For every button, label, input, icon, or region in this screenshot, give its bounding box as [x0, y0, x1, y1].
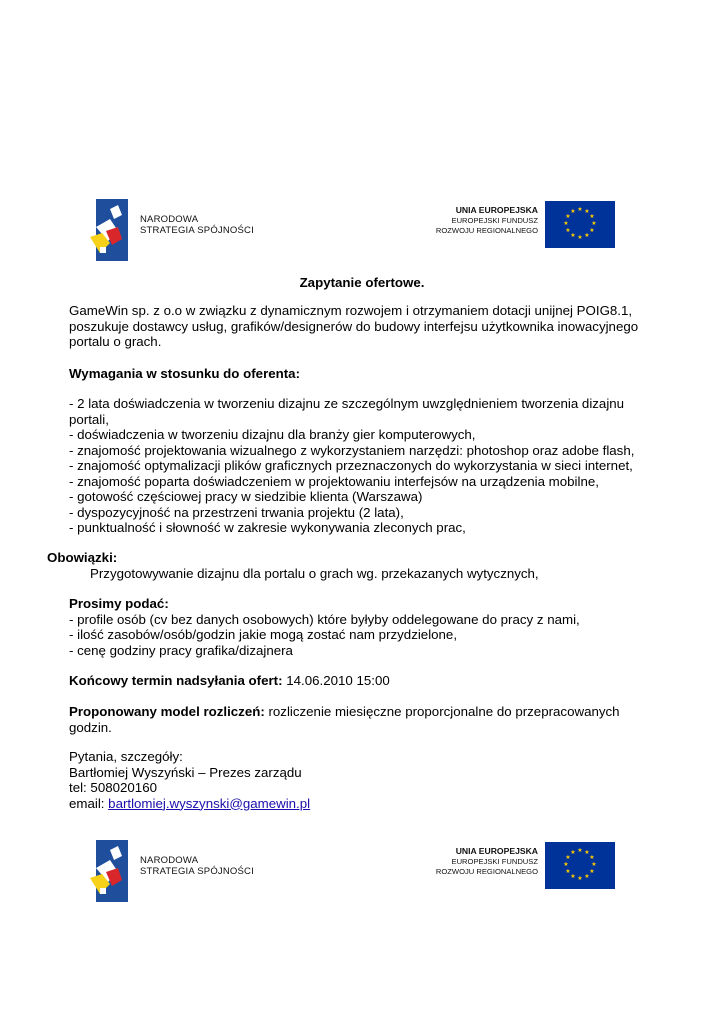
model-label: Proponowany model rozliczeń: [69, 704, 265, 719]
footer-logos [0, 838, 724, 908]
nss-flag-logo-icon [88, 197, 140, 263]
please-provide-section [69, 596, 659, 658]
svg-text:★: ★ [565, 227, 571, 234]
svg-text:★: ★ [584, 208, 590, 215]
nss-logo-text [140, 214, 254, 236]
contact-intro: Pytania, szczegóły: [69, 749, 183, 764]
intro-paragraph [69, 303, 659, 350]
list-item: portali, [69, 411, 109, 427]
deadline [69, 673, 659, 689]
svg-text:★: ★ [591, 220, 597, 227]
svg-text:★: ★ [577, 875, 583, 882]
email-link[interactable]: bartlomiej.wyszynski@gamewin.pl [108, 795, 311, 811]
document-title: Zapytanie ofertowe. [299, 275, 425, 290]
eu-logo-line1: UNIA EUROPEJSKA [455, 846, 538, 856]
list-item: - dyspozycyjność na przestrzeni trwania projektu (2 lata), [69, 504, 404, 520]
nss-logo [88, 197, 258, 263]
eu-logo-text [436, 846, 538, 878]
nss-logo-line1: NARODOWA [140, 855, 199, 866]
requirements-list [69, 396, 659, 536]
eu-logo-line3: ROZWOJU REGIONALNEGO [435, 867, 538, 876]
model-value: rozliczenie miesięczne proporcjonalne do przepracowanych [264, 704, 620, 719]
contact-phone: tel: 508020160 [69, 780, 157, 795]
svg-text:★: ★ [591, 861, 597, 868]
intro-line: GameWin sp. z o.o w związku z dynamicznym rozwojem i otrzymaniem dotacji unijnej POIG8.1, [69, 303, 633, 318]
intro-line: portalu o grach. [69, 334, 162, 349]
duties-heading: Obowiązki: [47, 550, 118, 565]
eu-logo-line3: ROZWOJU REGIONALNEGO [435, 226, 538, 235]
list-item: - znajomość projektowania wizualnego z wykorzystaniem narzędzi: photoshop oraz adobe flash, [69, 442, 635, 458]
list-item: - punktualność i słowność w zakresie wykonywania zleconych prac, [69, 520, 466, 535]
nss-logo-line2: STRATEGIA SPÓJNOŚCI [140, 225, 254, 236]
duties-text: Przygotowywanie dizajnu dla portalu o grach wg. przekazanych wytycznych, [90, 565, 539, 581]
eu-logo-text [436, 205, 538, 237]
eu-logo-line2: EUROPEJSKI FUNDUSZ [451, 215, 538, 225]
list-item: - ilość zasobów/osób/godzin jakie mogą zostać nam przydzielone, [69, 627, 458, 642]
list-item: - znajomość optymalizacji plików graficznych przeznaczonych do wykorzystania w sieci internet, [69, 458, 633, 473]
svg-text:★: ★ [570, 232, 576, 239]
list-item: - 2 lata doświadczenia w tworzeniu dizajnu ze szczególnym uwzględnieniem tworzenia dizajnu [69, 396, 625, 411]
list-item: - gotowość częściowej pracy w siedzibie klienta (Warszawa) [69, 489, 423, 504]
svg-text:★: ★ [565, 868, 571, 875]
svg-text:★: ★ [563, 220, 569, 227]
eu-logo [416, 201, 616, 251]
duties-section [47, 550, 667, 581]
nss-logo-text [140, 855, 254, 877]
eu-logo [416, 842, 616, 892]
eu-logo-line1: UNIA EUROPEJSKA [455, 205, 538, 215]
svg-text:★: ★ [584, 232, 590, 239]
svg-text:★: ★ [570, 208, 576, 215]
eu-logo-line2: EUROPEJSKI FUNDUSZ [451, 856, 538, 866]
svg-text:★: ★ [589, 854, 595, 861]
svg-text:★: ★ [589, 213, 595, 220]
deadline-value: 14.06.2010 15:00 [282, 673, 390, 688]
please-provide-heading: Prosimy podać: [69, 596, 169, 611]
svg-text:★: ★ [563, 861, 569, 868]
deadline-label: Końcowy termin nadsyłania ofert: [69, 673, 283, 688]
contact-person: Bartłomiej Wyszyński – Prezes zarządu [69, 764, 302, 780]
email-label: email: [69, 795, 109, 811]
eu-flag-icon [545, 201, 615, 248]
svg-text:★: ★ [565, 854, 571, 861]
list-item: - znajomość poparta doświadczeniem w projektowaniu interfejsów na urządzenia mobilne, [69, 473, 599, 489]
list-item: - profile osób (cv bez danych osobowych) które byłyby oddelegowane do pracy z nami, [69, 611, 580, 627]
svg-text:★: ★ [577, 847, 583, 854]
svg-text:★: ★ [577, 206, 583, 213]
nss-logo [88, 838, 258, 904]
svg-text:★: ★ [584, 849, 590, 856]
intro-line: poszukuje dostawcy usług, grafików/designerów do budowy interfejsu użytkownika inowacyjnego [69, 318, 639, 334]
svg-text:★: ★ [589, 868, 595, 875]
nss-logo-line2: STRATEGIA SPÓJNOŚCI [140, 866, 254, 877]
header-logos [0, 197, 724, 267]
svg-text:★: ★ [584, 873, 590, 880]
model-value-cont: godzin. [69, 719, 112, 735]
nss-logo-line1: NARODOWA [140, 214, 199, 225]
settlement-model [69, 704, 659, 735]
list-item: - doświadczenia w tworzeniu dizajnu dla branży gier komputerowych, [69, 427, 476, 442]
nss-flag-logo-icon [88, 838, 140, 904]
svg-text:★: ★ [577, 234, 583, 241]
contact-section [69, 749, 659, 811]
svg-text:★: ★ [570, 873, 576, 880]
list-item: - cenę godziny pracy grafika/dizajnera [69, 642, 293, 658]
svg-text:★: ★ [570, 849, 576, 856]
svg-text:★: ★ [565, 213, 571, 220]
eu-flag-icon [545, 842, 615, 889]
requirements-heading: Wymagania w stosunku do oferenta: [69, 366, 301, 381]
svg-text:★: ★ [589, 227, 595, 234]
